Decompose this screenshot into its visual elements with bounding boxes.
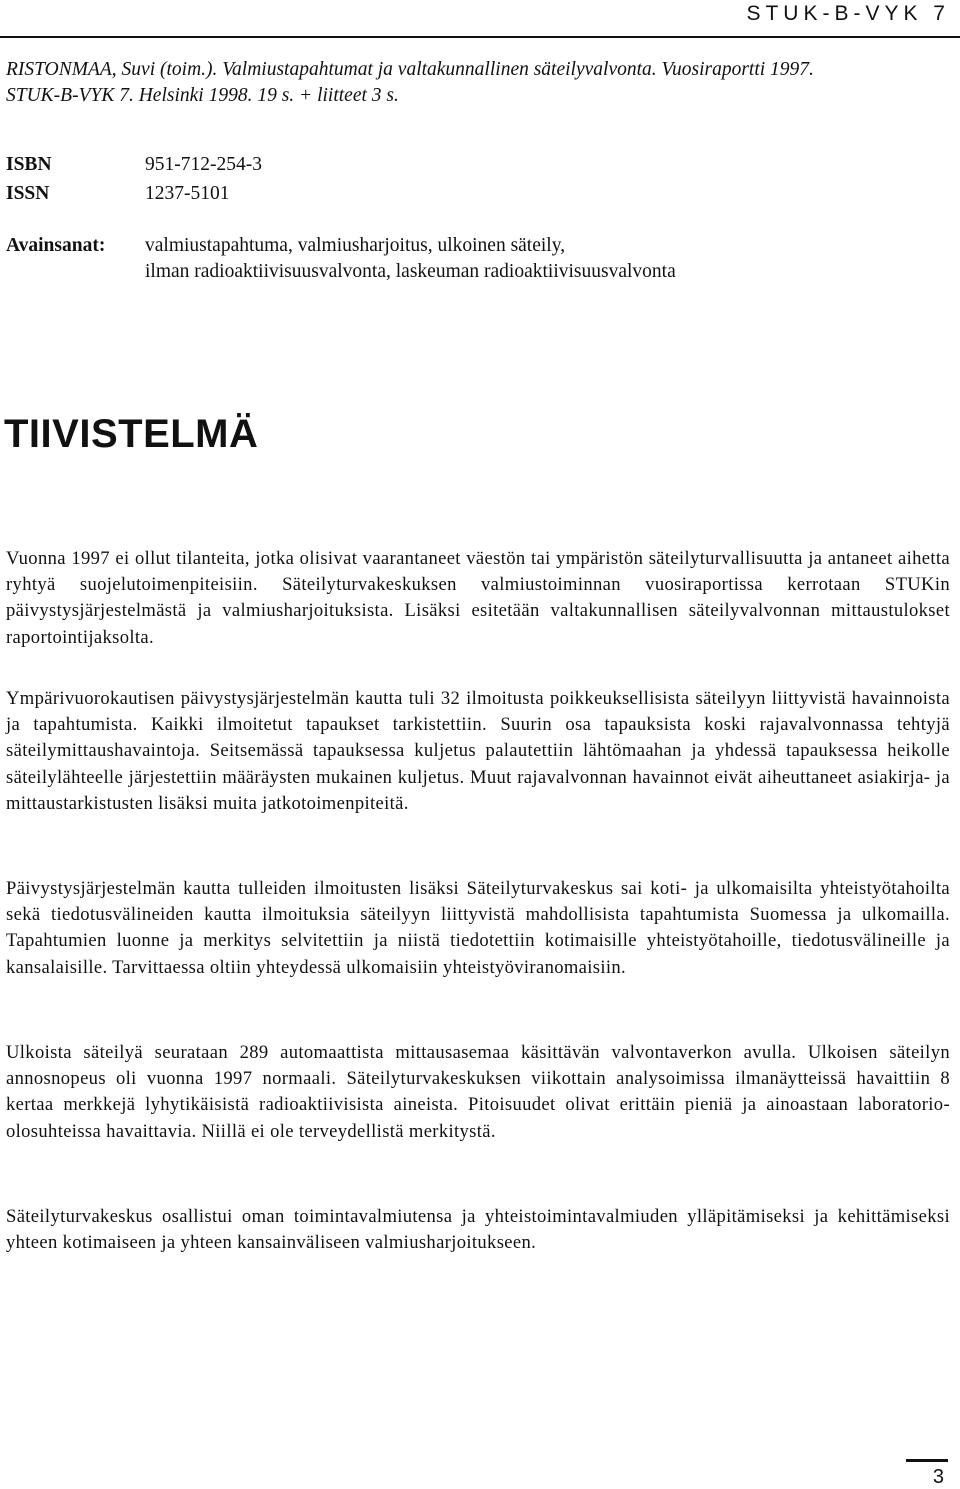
isbn-value: 951-712-254-3 [145, 154, 262, 175]
keywords-line-1: valmiustapahtuma, valmiusharjoitus, ulkoinen säteily, [145, 235, 566, 256]
header-divider [0, 36, 960, 38]
series-code: STUK-B-VYK 7 [746, 2, 950, 25]
abstract-paragraph-2: Ympärivuorokautisen päivystysjärjestelmän kautta tuli 32 ilmoitusta poikkeuksellisista säteilyyn liittyvistä havainnoista ja tapahtumista. Kaikki ilmoitetut tapaukset tarkistettiin. Suurin osa tapauksista koski rajavalvonnassa tehtyjä säteilymittaushavaintoja. Seitsemässä tapauksessa kuljetus palautettiin lähtömaahan ja yhdessä tapauksessa heikolle säteilylähteelle järjestettiin määräysten mukainen kuljetus. Muut rajavalvonnan havainnot eivät aiheuttaneet asiakirja- ja mittaustarkistusten lisäksi muita jatkotoimenpiteitä. [6, 688, 950, 814]
abstract-paragraph-4: Ulkoista säteilyä seurataan 289 automaattista mittausasemaa käsittävän valvontaverkon avulla. Ulkoisen säteilyn annosnopeus oli vuonna 1997 normaali. Säteilyturvakeskuksen viikottain analysoimissa ilmanäytteissä havaittiin 8 kertaa merkkejä lyhytikäisistä radioaktiivisista aineista. Pitoisuudet olivat erittäin pieniä ja ainoastaan laboratorio-olosuhteissa havaittavia. Niillä ei ole terveydellistä merkitystä. [6, 1042, 950, 1142]
keywords-value [145, 233, 676, 285]
abstract-paragraph-1: Vuonna 1997 ei ollut tilanteita, jotka olisivat vaarantaneet väestön tai ympäristön säteilyturvallisuutta ja antaneet aihetta ryhtyä suojelutoimenpiteisiin. Säteilyturvakeskuksen valmiustoiminnan vuosiraportissa kerrotaan STUKin päivystysjärjestelmästä ja valmiusharjoituksista. Lisäksi esitetään valtakunnallisen säteilyvalvonnan mittaustulokset raportointijaksolta. [6, 548, 950, 648]
isbn-label: ISBN [6, 154, 52, 175]
citation-line-1: RISTONMAA, Suvi (toim.). Valmiustapahtumat ja valtakunnallinen säteilyvalvonta. Vuosiraportti 1997. [6, 59, 814, 80]
bibliographic-citation [6, 57, 956, 109]
keywords-line-2: ilman radioaktiivisuusvalvonta, laskeuman radioaktiivisuusvalvonta [145, 261, 676, 282]
citation-line-2: STUK-B-VYK 7. Helsinki 1998. 19 s. + liitteet 3 s. [6, 85, 399, 106]
page-number: 3 [932, 1466, 944, 1488]
abstract-paragraph-5: Säteilyturvakeskus osallistui oman toimintavalmiutensa ja yhteistoimintavalmiuden ylläpitämiseksi ja kehittämiseksi yhteen kotimaiseen ja yhteen kansainväliseen valmiusharjoitukseen. [6, 1206, 950, 1254]
keywords-label: Avainsanat: [6, 235, 106, 256]
issn-label: ISSN [6, 183, 50, 204]
footer-rule [906, 1459, 948, 1462]
abstract-paragraph-3: Päivystysjärjestelmän kautta tulleiden ilmoitusten lisäksi Säteilyturvakeskus sai koti- ja ulkomaisilta yhteistyötahoilta sekä tiedotusvälineiden kautta ilmoituksia säteilyyn liittyvistä mahdollisista tapahtumista Suomessa ja ulkomailla. Tapahtumien luonne ja merkitys selvitettiin ja niistä tiedotettiin kotimaisille yhteistyötahoille, tiedotusvälineille ja kansalaisille. Tarvittaessa oltiin yhteydessä ulkomaisiin yhteistyöviranomaisiin. [6, 878, 950, 978]
section-title: TIIVISTELMÄ [4, 412, 259, 456]
issn-value: 1237-5101 [145, 183, 230, 204]
